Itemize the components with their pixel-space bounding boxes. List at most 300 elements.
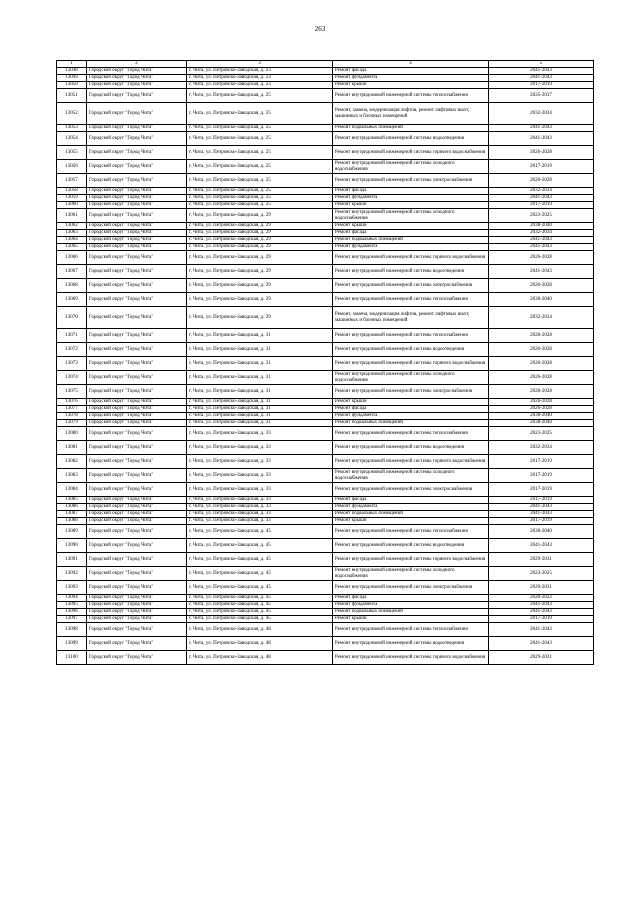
table-row — [57, 195, 594, 202]
page-number: 263 — [314, 25, 326, 33]
row-number-cell: 13075 — [57, 385, 87, 399]
period-cell: 2017-2019 — [489, 202, 594, 209]
table-row — [57, 329, 594, 343]
row-number-cell: 13052 — [57, 103, 87, 125]
address-cell: г. Чита, ул. Петровско-Заводская, д. 25 — [187, 160, 333, 174]
table-row — [57, 251, 594, 265]
period-cell: 2041-2043 — [489, 125, 594, 132]
address-cell: г. Чита, ул. Петровско-Заводская, д. 23 — [187, 68, 333, 75]
work-type-cell: Ремонт фасада — [333, 68, 489, 75]
period-cell: 2026-2028 — [489, 251, 594, 265]
municipality-cell: Городской округ "Город Чита" — [87, 329, 187, 343]
period-cell: 2041-2043 — [489, 195, 594, 202]
address-cell: г. Чита, ул. Петровско-Заводская, д. 33 — [187, 511, 333, 518]
row-number-cell: 13081 — [57, 441, 87, 455]
address-cell: г. Чита, ул. Петровско-Заводская, д. 23 — [187, 82, 333, 89]
table-row — [57, 209, 594, 223]
table-row — [57, 293, 594, 307]
period-cell: 2041-2043 — [489, 539, 594, 553]
table-row — [57, 146, 594, 160]
work-type-cell: Ремонт фасада — [333, 595, 489, 602]
municipality-cell: Городской округ "Город Чита" — [87, 209, 187, 223]
row-number-cell: 13060 — [57, 202, 87, 209]
municipality-cell: Городской округ "Город Чита" — [87, 420, 187, 427]
address-cell: г. Чита, ул. Петровско-Заводская, д. 45 — [187, 539, 333, 553]
row-number-cell: 13090 — [57, 539, 87, 553]
work-type-cell: Ремонт фундамента — [333, 413, 489, 420]
work-type-cell: Ремонт внутридомовой инженерной системы холодного водоснабжения — [333, 160, 489, 174]
municipality-cell: Городской округ "Город Чита" — [87, 174, 187, 188]
table-row — [57, 237, 594, 244]
table-row — [57, 132, 594, 146]
municipality-cell: Городской округ "Город Чита" — [87, 223, 187, 230]
work-type-cell: Ремонт внутридомовой инженерной системы водоотведения — [333, 343, 489, 357]
address-cell: г. Чита, ул. Петровско-Заводская, д. 29 — [187, 307, 333, 329]
address-cell: г. Чита, ул. Петровско-Заводская, д. 33 — [187, 427, 333, 441]
address-cell: г. Чита, ул. Петровско-Заводская, д. 33 — [187, 441, 333, 455]
row-number-cell: 13080 — [57, 427, 87, 441]
period-cell: 2017-2019 — [489, 160, 594, 174]
period-cell: 2017-2019 — [489, 455, 594, 469]
row-number-cell: 13057 — [57, 174, 87, 188]
table-row — [57, 483, 594, 497]
period-cell: 2041-2043 — [489, 602, 594, 609]
table-row — [57, 265, 594, 279]
row-number-cell: 13056 — [57, 160, 87, 174]
table-body — [57, 68, 594, 665]
table-header-row — [57, 61, 594, 68]
row-number-cell: 13100 — [57, 651, 87, 665]
period-cell: 2041-2043 — [489, 132, 594, 146]
municipality-cell: Городской округ "Город Чита" — [87, 483, 187, 497]
period-cell: 2017-2019 — [489, 616, 594, 623]
row-number-cell: 13086 — [57, 504, 87, 511]
address-cell: г. Чита, ул. Петровско-Заводская, д. 45 — [187, 553, 333, 567]
column-header: 1 — [57, 61, 87, 68]
period-cell: 2041-2043 — [489, 504, 594, 511]
period-cell: 2041-2043 — [489, 623, 594, 637]
period-cell: 2032-2034 — [489, 230, 594, 237]
period-cell: 2038-2040 — [489, 525, 594, 539]
municipality-cell: Городской округ "Город Чита" — [87, 504, 187, 511]
work-type-cell: Ремонт, замена, модернизация лифтов, ремонт лифтовых шахт, машинных и блочных помещений — [333, 307, 489, 329]
work-type-cell: Ремонт крыши — [333, 202, 489, 209]
table-row — [57, 567, 594, 581]
table-row — [57, 125, 594, 132]
address-cell: г. Чита, ул. Петровско-Заводская, д. 45 — [187, 602, 333, 609]
column-header: 2 — [87, 61, 187, 68]
address-cell: г. Чита, ул. Петровско-Заводская, д. 25 — [187, 188, 333, 195]
address-cell: г. Чита, ул. Петровско-Заводская, д. 29 — [187, 230, 333, 237]
table-row — [57, 230, 594, 237]
work-type-cell: Ремонт фундамента — [333, 504, 489, 511]
work-type-cell: Ремонт подвальных помещений — [333, 511, 489, 518]
address-cell: г. Чита, ул. Петровско-Заводская, д. 25 — [187, 202, 333, 209]
municipality-cell: Городской округ "Город Чита" — [87, 265, 187, 279]
repair-schedule-table — [56, 60, 594, 665]
table-row — [57, 504, 594, 511]
municipality-cell: Городской округ "Город Чита" — [87, 343, 187, 357]
period-cell: 2041-2043 — [489, 609, 594, 616]
row-number-cell: 13071 — [57, 329, 87, 343]
municipality-cell: Городской округ "Город Чита" — [87, 581, 187, 595]
work-type-cell: Ремонт подвальных помещений — [333, 609, 489, 616]
period-cell: 2017-2019 — [489, 469, 594, 483]
address-cell: г. Чита, ул. Петровско-Заводская, д. 25 — [187, 89, 333, 103]
row-number-cell: 13053 — [57, 125, 87, 132]
row-number-cell: 13051 — [57, 89, 87, 103]
table-row — [57, 525, 594, 539]
table-row — [57, 497, 594, 504]
work-type-cell: Ремонт фундамента — [333, 195, 489, 202]
work-type-cell: Ремонт фасада — [333, 188, 489, 195]
work-type-cell: Ремонт внутридомовой инженерной системы теплоснабжения — [333, 623, 489, 637]
table-row — [57, 427, 594, 441]
table-row — [57, 307, 594, 329]
period-cell: 2029-2031 — [489, 553, 594, 567]
row-number-cell: 13065 — [57, 244, 87, 251]
work-type-cell: Ремонт внутридомовой инженерной системы водоотведения — [333, 265, 489, 279]
work-type-cell: Ремонт внутридомовой инженерной системы горячего водоснабжения — [333, 251, 489, 265]
municipality-cell: Городской округ "Город Чита" — [87, 89, 187, 103]
address-cell: г. Чита, ул. Петровско-Заводская, д. 48 — [187, 651, 333, 665]
municipality-cell: Городской округ "Город Чита" — [87, 525, 187, 539]
period-cell: 2038-2040 — [489, 293, 594, 307]
work-type-cell: Ремонт крыши — [333, 223, 489, 230]
municipality-cell: Городской округ "Город Чита" — [87, 237, 187, 244]
work-type-cell: Ремонт крыши — [333, 616, 489, 623]
period-cell: 2041-2043 — [489, 68, 594, 75]
work-type-cell: Ремонт внутридомовой инженерной системы горячего водоснабжения — [333, 357, 489, 371]
table-row — [57, 581, 594, 595]
work-type-cell: Ремонт внутридомовой инженерной системы электроснабжения — [333, 581, 489, 595]
address-cell: г. Чита, ул. Петровско-Заводская, д. 29 — [187, 265, 333, 279]
row-number-cell: 13093 — [57, 581, 87, 595]
municipality-cell: Городской округ "Город Чита" — [87, 146, 187, 160]
period-cell: 2026-2028 — [489, 174, 594, 188]
period-cell: 2029-2031 — [489, 651, 594, 665]
period-cell: 2032-2034 — [489, 103, 594, 125]
address-cell: г. Чита, ул. Петровско-Заводская, д. 45 — [187, 581, 333, 595]
work-type-cell: Ремонт крыши — [333, 518, 489, 525]
period-cell: 2017-2019 — [489, 497, 594, 504]
address-cell: г. Чита, ул. Петровско-Заводская, д. 23 — [187, 75, 333, 82]
municipality-cell: Городской округ "Город Чита" — [87, 609, 187, 616]
municipality-cell: Городской округ "Город Чита" — [87, 279, 187, 293]
period-cell: 2032-2034 — [489, 307, 594, 329]
work-type-cell: Ремонт внутридомовой инженерной системы теплоснабжения — [333, 427, 489, 441]
municipality-cell: Городской округ "Город Чита" — [87, 539, 187, 553]
municipality-cell: Городской округ "Город Чита" — [87, 553, 187, 567]
period-cell: 2023-2025 — [489, 427, 594, 441]
table-row — [57, 357, 594, 371]
table-row — [57, 75, 594, 82]
row-number-cell: 13058 — [57, 188, 87, 195]
period-cell: 2041-2043 — [489, 265, 594, 279]
row-number-cell: 13070 — [57, 307, 87, 329]
municipality-cell: Городской округ "Город Чита" — [87, 455, 187, 469]
address-cell: г. Чита, ул. Петровско-Заводская, д. 25 — [187, 174, 333, 188]
address-cell: г. Чита, ул. Петровско-Заводская, д. 31 — [187, 343, 333, 357]
work-type-cell: Ремонт подвальных помещений — [333, 420, 489, 427]
row-number-cell: 13098 — [57, 623, 87, 637]
municipality-cell: Городской округ "Город Чита" — [87, 103, 187, 125]
period-cell: 2038-2040 — [489, 413, 594, 420]
row-number-cell: 13084 — [57, 483, 87, 497]
address-cell: г. Чита, ул. Петровско-Заводская, д. 33 — [187, 504, 333, 511]
row-number-cell: 13074 — [57, 371, 87, 385]
row-number-cell: 13073 — [57, 357, 87, 371]
municipality-cell: Городской округ "Город Чита" — [87, 406, 187, 413]
period-cell: 2026-2028 — [489, 146, 594, 160]
municipality-cell: Городской округ "Город Чита" — [87, 602, 187, 609]
municipality-cell: Городской округ "Город Чита" — [87, 202, 187, 209]
municipality-cell: Городской округ "Город Чита" — [87, 637, 187, 651]
period-cell: 2026-2028 — [489, 399, 594, 406]
table-row — [57, 623, 594, 637]
municipality-cell: Городской округ "Город Чита" — [87, 427, 187, 441]
table-row — [57, 223, 594, 230]
table-row — [57, 455, 594, 469]
table-row — [57, 160, 594, 174]
municipality-cell: Городской округ "Город Чита" — [87, 441, 187, 455]
table-row — [57, 82, 594, 89]
table-row — [57, 103, 594, 125]
period-cell: 2017-2019 — [489, 82, 594, 89]
row-number-cell: 13088 — [57, 518, 87, 525]
row-number-cell: 13099 — [57, 637, 87, 651]
period-cell: 2032-2034 — [489, 188, 594, 195]
period-cell: 2041-2043 — [489, 637, 594, 651]
address-cell: г. Чита, ул. Петровско-Заводская, д. 45 — [187, 525, 333, 539]
municipality-cell: Городской округ "Город Чита" — [87, 357, 187, 371]
period-cell: 2032-2034 — [489, 441, 594, 455]
work-type-cell: Ремонт внутридомовой инженерной системы электроснабжения — [333, 385, 489, 399]
work-type-cell: Ремонт подвальных помещений — [333, 237, 489, 244]
address-cell: г. Чита, ул. Петровско-Заводская, д. 25 — [187, 125, 333, 132]
work-type-cell: Ремонт внутридомовой инженерной системы водоотведения — [333, 637, 489, 651]
period-cell: 2038-2040 — [489, 420, 594, 427]
table-row — [57, 609, 594, 616]
table-row — [57, 343, 594, 357]
row-number-cell: 13077 — [57, 406, 87, 413]
period-cell: 2026-2028 — [489, 357, 594, 371]
row-number-cell: 13048 — [57, 68, 87, 75]
municipality-cell: Городской округ "Город Чита" — [87, 75, 187, 82]
work-type-cell: Ремонт внутридомовой инженерной системы электроснабжения — [333, 174, 489, 188]
period-cell: 2026-2028 — [489, 279, 594, 293]
period-cell: 2026-2028 — [489, 385, 594, 399]
table-row — [57, 279, 594, 293]
address-cell: г. Чита, ул. Петровско-Заводская, д. 25 — [187, 146, 333, 160]
work-type-cell: Ремонт внутридомовой инженерной системы водоотведения — [333, 539, 489, 553]
row-number-cell: 13078 — [57, 413, 87, 420]
work-type-cell: Ремонт внутридомовой инженерной системы горячего водоснабжения — [333, 455, 489, 469]
table-row — [57, 553, 594, 567]
period-cell: 2017-2019 — [489, 518, 594, 525]
work-type-cell: Ремонт крыши — [333, 399, 489, 406]
address-cell: г. Чита, ул. Петровско-Заводская, д. 31 — [187, 406, 333, 413]
work-type-cell: Ремонт фундамента — [333, 602, 489, 609]
address-cell: г. Чита, ул. Петровско-Заводская, д. 48 — [187, 637, 333, 651]
row-number-cell: 13059 — [57, 195, 87, 202]
period-cell: 2026-2028 — [489, 343, 594, 357]
municipality-cell: Городской округ "Город Чита" — [87, 195, 187, 202]
row-number-cell: 13067 — [57, 265, 87, 279]
work-type-cell: Ремонт внутридомовой инженерной системы горячего водоснабжения — [333, 651, 489, 665]
municipality-cell: Городской округ "Город Чита" — [87, 399, 187, 406]
table-row — [57, 469, 594, 483]
table-row — [57, 202, 594, 209]
table-row — [57, 637, 594, 651]
row-number-cell: 13072 — [57, 343, 87, 357]
address-cell: г. Чита, ул. Петровско-Заводская, д. 31 — [187, 371, 333, 385]
table-row — [57, 244, 594, 251]
address-cell: г. Чита, ул. Петровско-Заводская, д. 31 — [187, 399, 333, 406]
address-cell: г. Чита, ул. Петровско-Заводская, д. 48 — [187, 623, 333, 637]
row-number-cell: 13068 — [57, 279, 87, 293]
table-row — [57, 420, 594, 427]
work-type-cell: Ремонт внутридомовой инженерной системы горячего водоснабжения — [333, 146, 489, 160]
period-cell: 2029-2031 — [489, 581, 594, 595]
row-number-cell: 13066 — [57, 251, 87, 265]
municipality-cell: Городской округ "Город Чита" — [87, 230, 187, 237]
municipality-cell: Городской округ "Город Чита" — [87, 385, 187, 399]
municipality-cell: Городской округ "Город Чита" — [87, 251, 187, 265]
municipality-cell: Городской округ "Город Чита" — [87, 307, 187, 329]
address-cell: г. Чита, ул. Петровско-Заводская, д. 25 — [187, 195, 333, 202]
work-type-cell: Ремонт фасада — [333, 497, 489, 504]
row-number-cell: 13049 — [57, 75, 87, 82]
period-cell: 2023-2025 — [489, 567, 594, 581]
address-cell: г. Чита, ул. Петровско-Заводская, д. 45 — [187, 567, 333, 581]
municipality-cell: Городской округ "Город Чита" — [87, 244, 187, 251]
row-number-cell: 13087 — [57, 511, 87, 518]
period-cell: 2041-2043 — [489, 75, 594, 82]
municipality-cell: Городской округ "Город Чита" — [87, 188, 187, 195]
table-row — [57, 68, 594, 75]
municipality-cell: Городской округ "Город Чита" — [87, 125, 187, 132]
table-row — [57, 518, 594, 525]
column-header: 4 — [333, 61, 489, 68]
period-cell: 2017-2019 — [489, 483, 594, 497]
row-number-cell: 13082 — [57, 455, 87, 469]
address-cell: г. Чита, ул. Петровско-Заводская, д. 31 — [187, 413, 333, 420]
municipality-cell: Городской округ "Город Чита" — [87, 371, 187, 385]
period-cell: 2020-2022 — [489, 595, 594, 602]
row-number-cell: 13055 — [57, 146, 87, 160]
row-number-cell: 13079 — [57, 420, 87, 427]
period-cell: 2041-2043 — [489, 511, 594, 518]
row-number-cell: 13061 — [57, 209, 87, 223]
address-cell: г. Чита, ул. Петровско-Заводская, д. 33 — [187, 469, 333, 483]
row-number-cell: 13062 — [57, 223, 87, 230]
address-cell: г. Чита, ул. Петровско-Заводская, д. 45 — [187, 609, 333, 616]
address-cell: г. Чита, ул. Петровско-Заводская, д. 29 — [187, 279, 333, 293]
municipality-cell: Городской округ "Город Чита" — [87, 497, 187, 504]
work-type-cell: Ремонт внутридомовой инженерной системы теплоснабжения — [333, 293, 489, 307]
column-header: 3 — [187, 61, 333, 68]
address-cell: г. Чита, ул. Петровско-Заводская, д. 29 — [187, 223, 333, 230]
row-number-cell: 13092 — [57, 567, 87, 581]
work-type-cell: Ремонт внутридомовой инженерной системы холодного водоснабжения — [333, 567, 489, 581]
period-cell: 2026-2028 — [489, 329, 594, 343]
address-cell: г. Чита, ул. Петровско-Заводская, д. 45 — [187, 595, 333, 602]
municipality-cell: Городской округ "Город Чита" — [87, 68, 187, 75]
address-cell: г. Чита, ул. Петровско-Заводская, д. 29 — [187, 293, 333, 307]
work-type-cell: Ремонт внутридомовой инженерной системы горячего водоснабжения — [333, 553, 489, 567]
table-row — [57, 651, 594, 665]
address-cell: г. Чита, ул. Петровско-Заводская, д. 29 — [187, 209, 333, 223]
municipality-cell: Городской округ "Город Чита" — [87, 293, 187, 307]
column-header: 5 — [489, 61, 594, 68]
table-row — [57, 89, 594, 103]
table-row — [57, 399, 594, 406]
row-number-cell: 13064 — [57, 237, 87, 244]
row-number-cell: 13083 — [57, 469, 87, 483]
work-type-cell: Ремонт фасада — [333, 230, 489, 237]
address-cell: г. Чита, ул. Петровско-Заводская, д. 25 — [187, 103, 333, 125]
work-type-cell: Ремонт внутридомовой инженерной системы теплоснабжения — [333, 89, 489, 103]
municipality-cell: Городской округ "Город Чита" — [87, 160, 187, 174]
work-type-cell: Ремонт фасада — [333, 406, 489, 413]
address-cell: г. Чита, ул. Петровско-Заводская, д. 29 — [187, 251, 333, 265]
municipality-cell: Городской округ "Город Чита" — [87, 511, 187, 518]
municipality-cell: Городской округ "Город Чита" — [87, 616, 187, 623]
table-row — [57, 539, 594, 553]
address-cell: г. Чита, ул. Петровско-Заводская, д. 31 — [187, 385, 333, 399]
row-number-cell: 13085 — [57, 497, 87, 504]
municipality-cell: Городской округ "Город Чита" — [87, 518, 187, 525]
address-cell: г. Чита, ул. Петровско-Заводская, д. 33 — [187, 497, 333, 504]
period-cell: 2041-2043 — [489, 244, 594, 251]
municipality-cell: Городской округ "Город Чита" — [87, 82, 187, 89]
table-row — [57, 602, 594, 609]
row-number-cell: 13089 — [57, 525, 87, 539]
table-row — [57, 511, 594, 518]
address-cell: г. Чита, ул. Петровско-Заводская, д. 31 — [187, 357, 333, 371]
work-type-cell: Ремонт внутридомовой инженерной системы холодного водоснабжения — [333, 371, 489, 385]
period-cell: 2035-2037 — [489, 89, 594, 103]
table-row — [57, 616, 594, 623]
work-type-cell: Ремонт внутридомовой инженерной системы теплоснабжения — [333, 525, 489, 539]
municipality-cell: Городской округ "Город Чита" — [87, 651, 187, 665]
address-cell: г. Чита, ул. Петровско-Заводская, д. 45 — [187, 616, 333, 623]
table-row — [57, 188, 594, 195]
row-number-cell: 13069 — [57, 293, 87, 307]
work-type-cell: Ремонт внутридомовой инженерной системы электроснабжения — [333, 483, 489, 497]
row-number-cell: 13076 — [57, 399, 87, 406]
table-row — [57, 413, 594, 420]
municipality-cell: Городской округ "Город Чита" — [87, 413, 187, 420]
work-type-cell: Ремонт внутридомовой инженерной системы водоотведения — [333, 441, 489, 455]
work-type-cell: Ремонт фундамента — [333, 75, 489, 82]
row-number-cell: 13063 — [57, 230, 87, 237]
table-row — [57, 371, 594, 385]
work-type-cell: Ремонт внутридомовой инженерной системы водоотведения — [333, 132, 489, 146]
address-cell: г. Чита, ул. Петровско-Заводская, д. 31 — [187, 329, 333, 343]
work-type-cell: Ремонт фундамента — [333, 244, 489, 251]
address-cell: г. Чита, ул. Петровско-Заводская, д. 29 — [187, 244, 333, 251]
work-type-cell: Ремонт крыши — [333, 82, 489, 89]
work-type-cell: Ремонт подвальных помещений — [333, 125, 489, 132]
work-type-cell: Ремонт внутридомовой инженерной системы холодного водоснабжения — [333, 469, 489, 483]
work-type-cell: Ремонт, замена, модернизация лифтов, ремонт лифтовых шахт, машинных и блочных помещений — [333, 103, 489, 125]
period-cell: 2041-2043 — [489, 237, 594, 244]
municipality-cell: Городской округ "Город Чита" — [87, 469, 187, 483]
table-row — [57, 441, 594, 455]
row-number-cell: 13054 — [57, 132, 87, 146]
